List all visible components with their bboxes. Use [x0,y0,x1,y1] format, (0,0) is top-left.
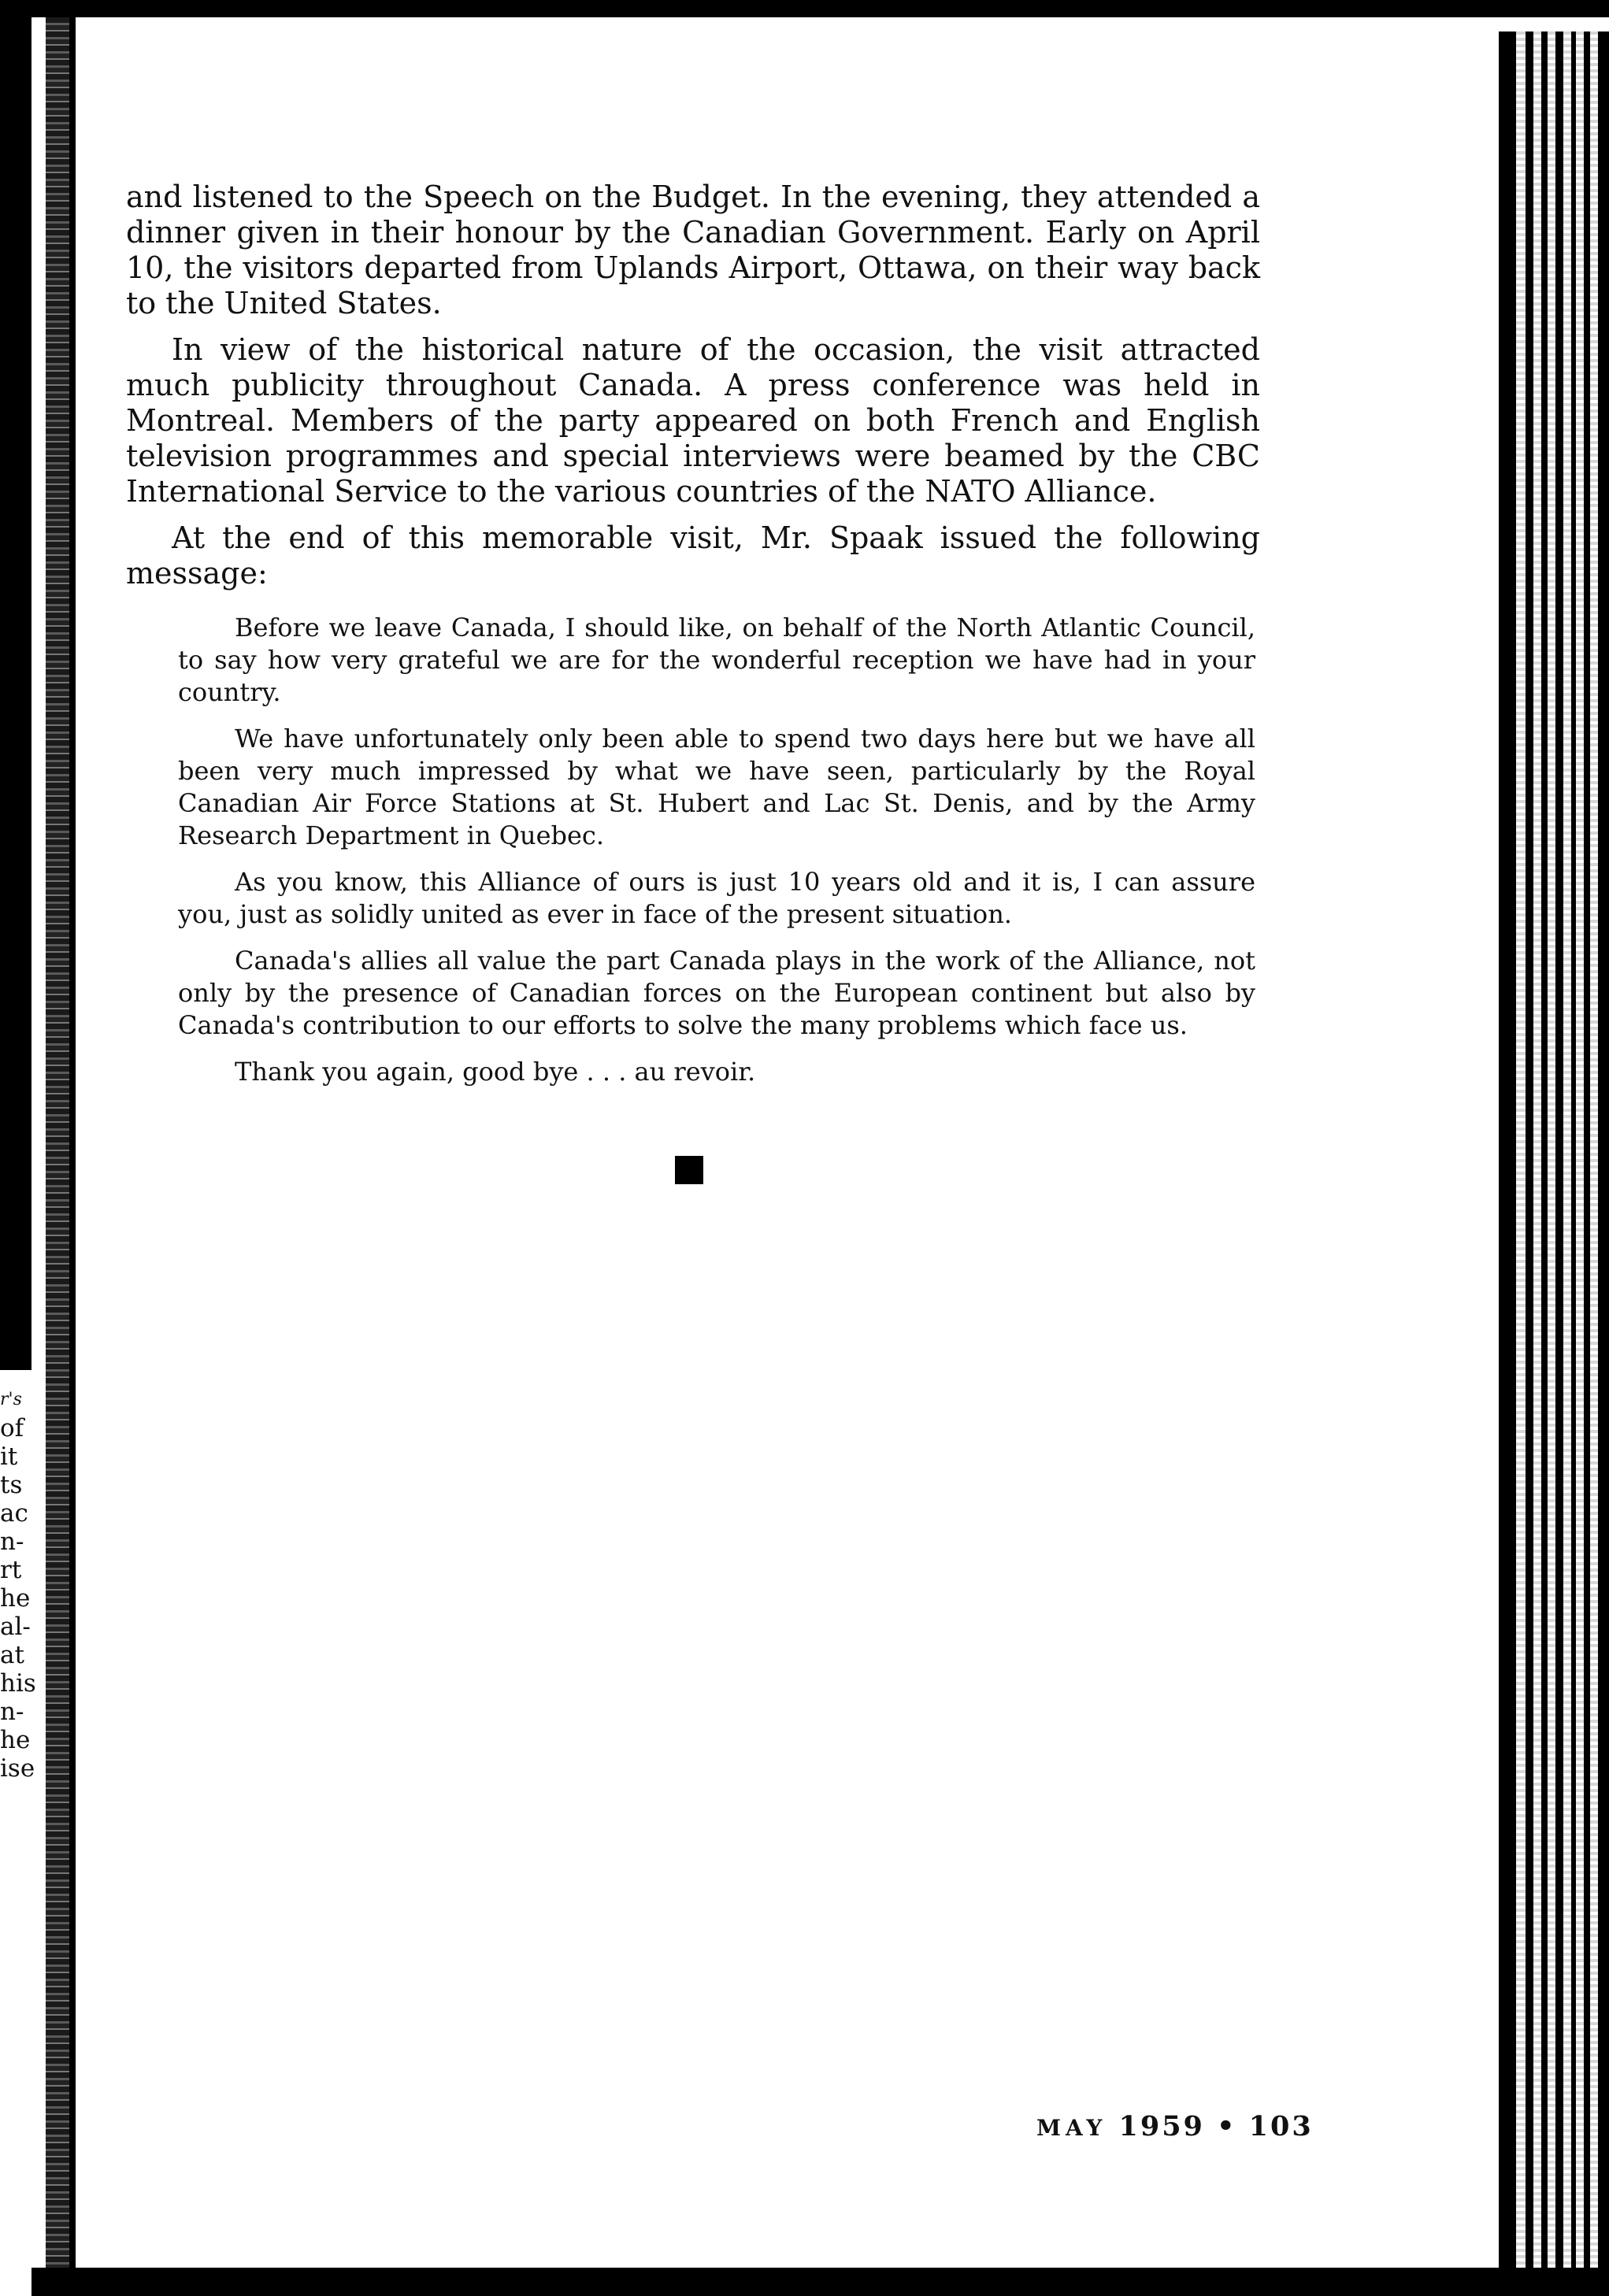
facing-page-word: ts [0,1471,23,1499]
facing-page-fragment [0,1386,36,2079]
stacked-page-edges [1499,31,1609,2296]
page-number: 103 [1248,2110,1314,2142]
facing-page-word: r's [0,1390,22,1409]
quote-paragraph: Thank you again, good bye . . . au revoir. [235,1057,756,1087]
page-footer [1036,2110,1314,2142]
footer-month: MAY [1036,2115,1107,2141]
facing-page-word: al- [0,1613,31,1641]
scan-top-edge [0,0,1609,17]
facing-page-word: his [0,1669,36,1698]
facing-page-word: ac [0,1499,28,1528]
facing-page-word: at [0,1641,24,1669]
scan-bottom-edge [32,2268,1609,2296]
quote-paragraph: Canada's allies all value the part Canada plays in the work of the Alliance, not only by the presence of Canadian forces on the European continent but also by Canada's contribution to our efforts to solve the many problems which face us. [178,946,1255,1040]
facing-page-word: ise [0,1754,35,1783]
footer-separator: • [1217,2110,1237,2142]
facing-page-word: rt [0,1556,22,1584]
facing-page-word: he [0,1726,31,1754]
article-body [126,180,1260,591]
body-paragraph: and listened to the Speech on the Budget. In the evening, they attended a dinner given in their honour by the Canadian Government. Early on April 10, the visitors departed from Uplands Airport, Ottawa, on their way back to the United States. [126,180,1260,320]
book-spine-shadow [69,17,76,2285]
quote-paragraph: We have unfortunately only been able to spend two days here but we have all been very much impressed by what we have seen, particularly by the Royal Canadian Air Force Stations at St. Hubert and Lac St. Denis, and by the Army Research Department in Quebec. [178,724,1255,850]
facing-page-word: he [0,1584,31,1613]
book-spine [46,17,69,2285]
facing-page-word: n- [0,1698,24,1726]
facing-page-word: of [0,1414,24,1442]
quote-paragraph: As you know, this Alliance of ours is just 10 years old and it is, I can assure you, just as solidly united as ever in face of the present situation. [178,867,1255,929]
body-paragraph: At the end of this memorable visit, Mr. Spaak issued the following message: [126,520,1260,591]
end-of-article-mark [675,1156,703,1184]
footer-year: 1959 [1118,2110,1205,2142]
facing-page-word: it [0,1442,18,1471]
body-paragraph: In view of the historical nature of the occasion, the visit attracted much publicity throughout Canada. A press conference was held in Montreal. Members of the party appeared on both French and English television programmes and special interviews were beamed by the CBC International Service to the various countries of the NATO Alliance. [126,332,1260,509]
quote-paragraph: Before we leave Canada, I should like, on behalf of the North Atlantic Council, to say how very grateful we are for the wonderful reception we have had in your country. [178,613,1255,707]
scan-left-edge [0,0,32,1370]
quoted-message [178,612,1255,1088]
facing-page-word: n- [0,1528,24,1556]
